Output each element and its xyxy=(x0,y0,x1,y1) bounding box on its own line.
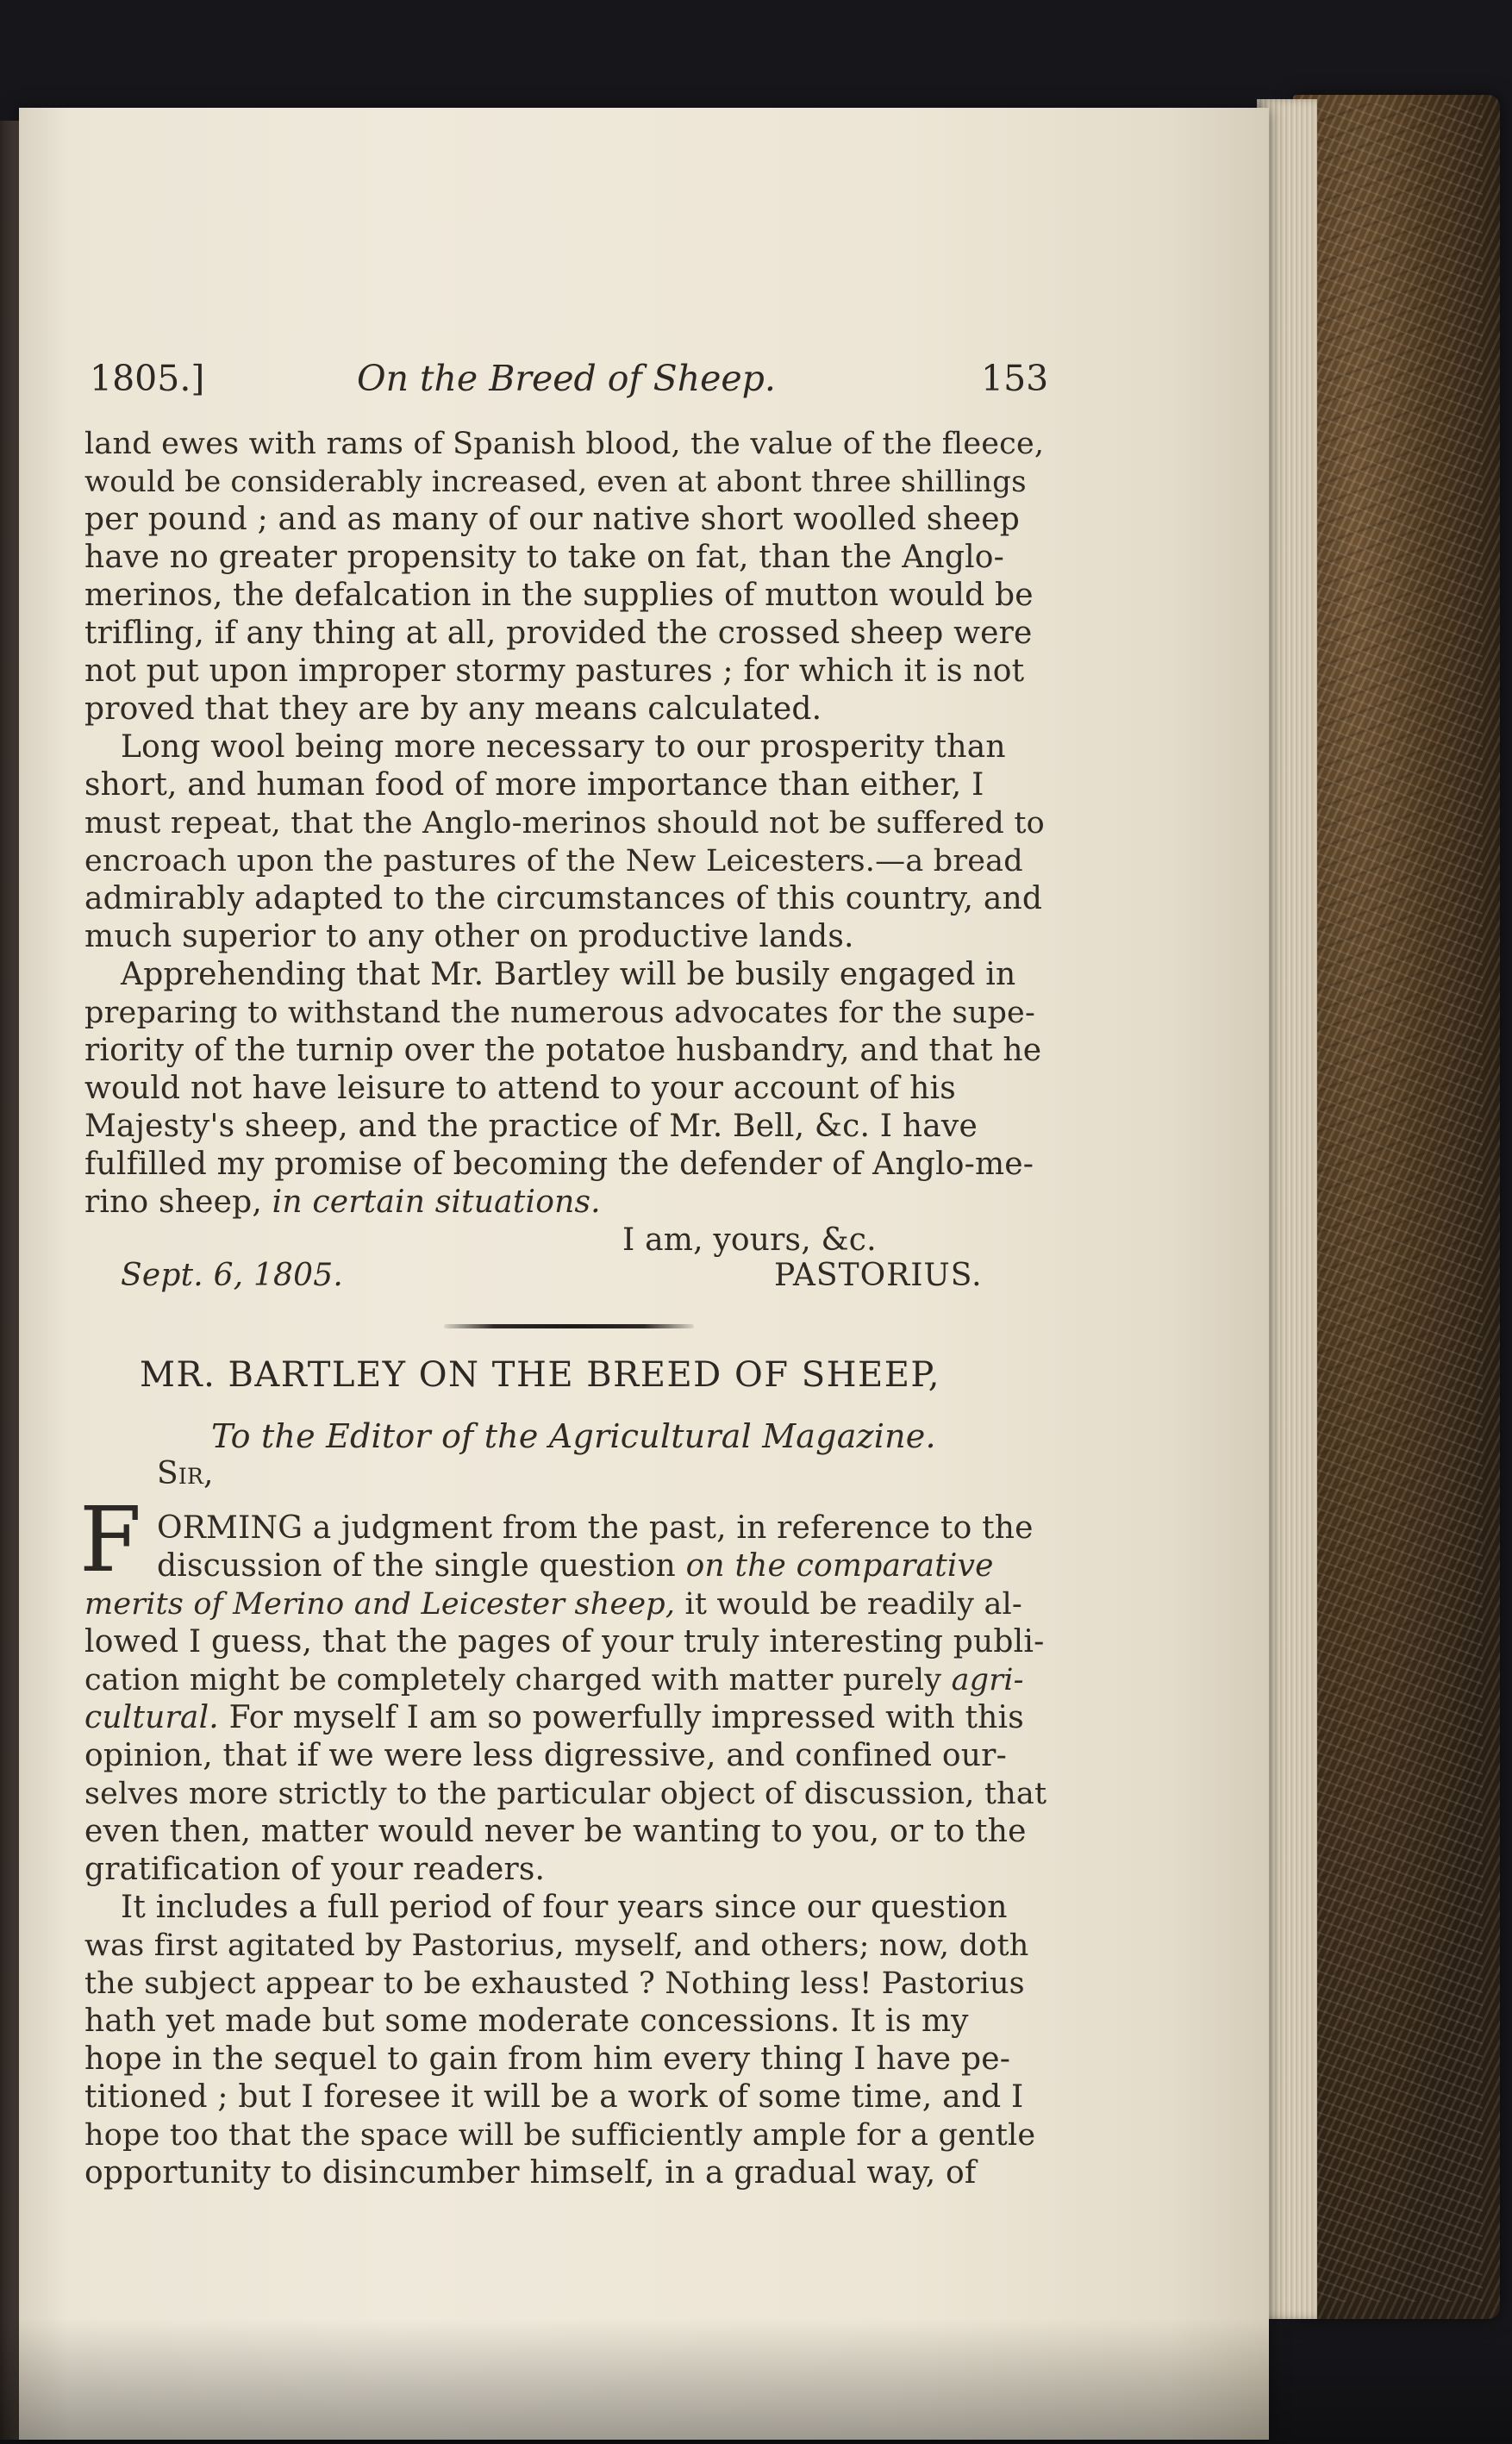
page-number: 153 xyxy=(981,358,1049,399)
text-line: was first agitated by Pastorius, myself, and others; now, doth xyxy=(84,1928,1029,1963)
text-line xyxy=(84,1661,1024,1699)
text-line xyxy=(157,1547,994,1585)
text-line: land ewes with rams of Spanish blood, the value of the fleece, xyxy=(84,427,1045,461)
text-span: For myself I am so powerfully impressed with this xyxy=(218,1700,1024,1735)
text-line: hath yet made but some moderate concessions. It is my xyxy=(84,2003,969,2039)
text-line: short, and human food of more importance than either, I xyxy=(84,767,984,803)
closing-line: I am, yours, &c. xyxy=(622,1222,877,1258)
text-line xyxy=(84,1699,1024,1737)
text-line: Long wool being more necessary to our prosperity than xyxy=(121,729,1006,765)
text-line: titioned ; but I foresee it will be a work of some time, and I xyxy=(84,2079,1024,2115)
text-line: trifling, if any thing at all, provided the crossed sheep were xyxy=(84,616,1033,651)
text-line: proved that they are by any means calculated. xyxy=(84,691,822,727)
text-line: not put upon improper stormy pastures ; for which it is not xyxy=(84,653,1025,689)
text-line: ORMING a judgment from the past, in reference to the xyxy=(157,1510,1034,1546)
text-line: opinion, that if we were less digressive, and confined our- xyxy=(84,1738,1007,1773)
text-line: merinos, the defalcation in the supplies of mutton would be xyxy=(84,578,1034,613)
emphasis-text: agri- xyxy=(951,1663,1024,1697)
salutation: Sir, xyxy=(157,1456,214,1491)
text-line: even then, matter would never be wanting to you, or to the xyxy=(84,1814,1027,1849)
text-line xyxy=(84,1585,1022,1623)
text-line: Majesty's sheep, and the practice of Mr. Bell, &c. I have xyxy=(84,1109,978,1144)
text-line: gratification of your readers. xyxy=(84,1852,546,1887)
text-span: discussion of the single question xyxy=(157,1548,686,1584)
bottom-shadow xyxy=(0,2319,1512,2444)
addressee: To the Editor of the Agricultural Magazine. xyxy=(211,1417,936,1455)
text-line: lowed I guess, that the pages of your truly interesting publi- xyxy=(84,1624,1045,1660)
text-line xyxy=(84,1184,601,1222)
text-line: hope too that the space will be sufficiently ample for a gentle xyxy=(84,2118,1036,2153)
text-line: the subject appear to be exhausted ? Nothing less! Pastorius xyxy=(84,1966,1025,2001)
text-line: must repeat, that the Anglo-merinos should not be suffered to xyxy=(84,806,1045,841)
emphasis-text: merits of Merino and Leicester sheep, xyxy=(84,1587,676,1622)
text-line: would not have leisure to attend to your account of his xyxy=(84,1071,956,1106)
emphasis-text: on the comparative xyxy=(685,1548,994,1584)
text-line: would be considerably increased, even at abont three shillings xyxy=(84,465,1027,499)
emphasis-text: in certain situations. xyxy=(272,1184,601,1220)
text-span: cation might be completely charged with matter purely xyxy=(84,1663,952,1697)
letter-date: Sept. 6, 1805. xyxy=(121,1258,344,1293)
text-line: opportunity to disincumber himself, in a gradual way, of xyxy=(84,2155,977,2191)
running-head-year: 1805.] xyxy=(90,358,205,399)
text-line: Apprehending that Mr. Bartley will be busily engaged in xyxy=(121,957,1016,992)
text-line: fulfilled my promise of becoming the defender of Anglo-me- xyxy=(84,1147,1034,1182)
drop-cap: F xyxy=(79,1487,142,1592)
signature: PASTORIUS. xyxy=(774,1258,983,1293)
text-line: have no greater propensity to take on fat, than the Anglo- xyxy=(84,540,1005,575)
article-heading: MR. BARTLEY ON THE BREED OF SHEEP, xyxy=(140,1355,940,1395)
text-line: riority of the turnip over the potatoe husbandry, and that he xyxy=(84,1033,1042,1068)
section-divider xyxy=(444,1324,694,1328)
text-line: encroach upon the pastures of the New Leicesters.—a bread xyxy=(84,844,1023,878)
marble-pattern xyxy=(1310,103,1483,2302)
text-line: selves more strictly to the particular object of discussion, that xyxy=(84,1777,1047,1811)
running-head-title: On the Breed of Sheep. xyxy=(357,358,776,399)
text-span: rino sheep, xyxy=(84,1184,272,1220)
text-line: preparing to withstand the numerous advocates for the supe- xyxy=(84,996,1035,1030)
text-line: admirably adapted to the circumstances of this country, and xyxy=(84,881,1043,916)
text-line: much superior to any other on productive lands. xyxy=(84,919,854,954)
emphasis-text: cultural. xyxy=(84,1700,219,1735)
text-span: it would be readily al- xyxy=(675,1587,1022,1622)
text-line: It includes a full period of four years since our question xyxy=(121,1890,1008,1925)
text-line: per pound ; and as many of our native short woolled sheep xyxy=(84,502,1021,537)
text-line: hope in the sequel to gain from him every thing I have pe- xyxy=(84,2041,1011,2077)
